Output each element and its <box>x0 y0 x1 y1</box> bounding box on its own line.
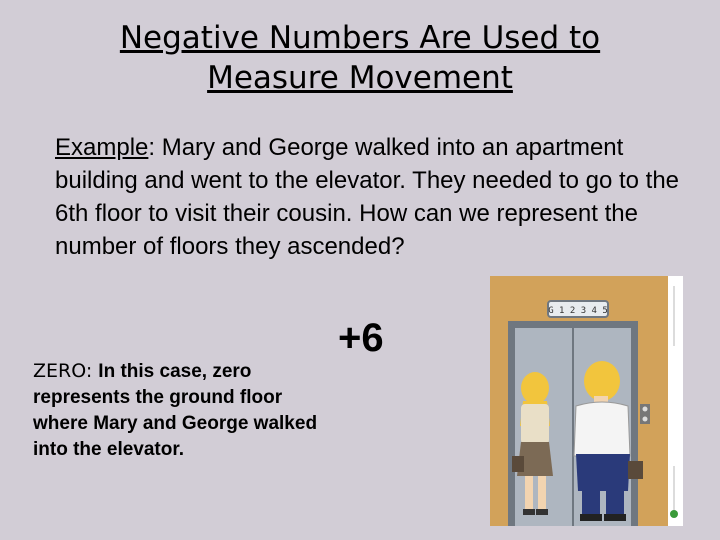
elevator-cartoon-image <box>490 276 683 526</box>
example-text: : Mary and George walked into an apartment building and went to the elevator. They needed to go to the 6th floor to visit their cousin. How can we represent the number of floors they ascended? <box>55 134 680 260</box>
floor-indicator-text: G 1 2 3 4 5 <box>548 306 608 316</box>
elevator-illustration <box>490 276 683 526</box>
example-paragraph <box>55 131 695 263</box>
title-line-1: Negative Numbers Are Used to <box>119 20 601 56</box>
zero-label: ZERO: <box>33 360 99 382</box>
zero-text: In this case, zero represents the ground floor where Mary and George walked into the elevator. <box>33 361 318 460</box>
answer-value: +6 <box>338 316 384 360</box>
zero-note <box>33 358 318 463</box>
slide-title <box>0 18 720 98</box>
title-line-2: Measure Movement <box>207 60 513 96</box>
example-label: Example <box>55 134 149 161</box>
